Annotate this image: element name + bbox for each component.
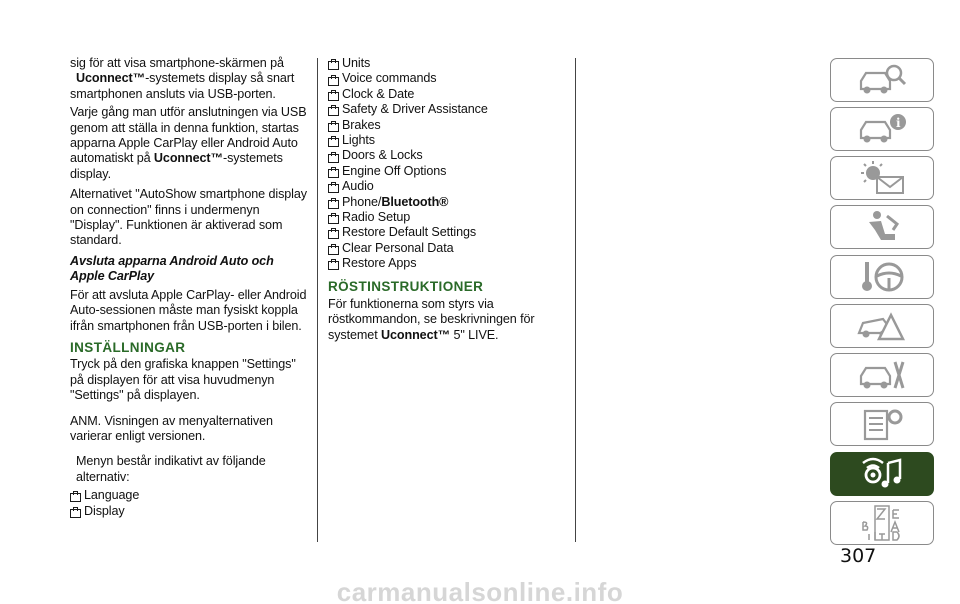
- bullet-icon: [328, 167, 338, 176]
- bullet-icon: [328, 213, 338, 222]
- bullet-icon: [328, 244, 338, 253]
- note-paragraph: ANM. Visningen av menyalternativen varierar enligt versionen.: [70, 413, 273, 443]
- chapter-tab-steering[interactable]: [830, 255, 934, 299]
- left-column: [70, 56, 310, 519]
- bullet-icon: [328, 75, 338, 84]
- list-item: Restore Apps: [328, 256, 568, 271]
- chapter-tab-warning-lights[interactable]: [830, 156, 934, 200]
- bullet-icon: [328, 152, 338, 161]
- bullet-icon: [328, 59, 338, 68]
- bullet-icon: [328, 228, 338, 237]
- brand-name: Uconnect™: [76, 71, 146, 86]
- list-item: Doors & Locks: [328, 148, 568, 163]
- list-item: Brakes: [328, 118, 568, 133]
- list-item: Units: [328, 56, 568, 71]
- chapter-tab-index[interactable]: [830, 501, 934, 545]
- chapter-tab-emergency[interactable]: [830, 304, 934, 348]
- right-column: [328, 56, 568, 348]
- watermark: carmanualsonline.info: [336, 577, 624, 604]
- multimedia-icon: [855, 455, 909, 493]
- brand-name: Uconnect™: [153, 151, 223, 166]
- chapter-tab-maintenance[interactable]: [830, 353, 934, 397]
- list-item: Clock & Date: [328, 87, 568, 102]
- subheading: Avsluta apparna Android Auto och Apple CarPlay: [70, 253, 274, 284]
- list-item: Lights: [328, 133, 568, 148]
- index-icon: [855, 504, 909, 542]
- svg-text:i: i: [896, 116, 901, 130]
- list-item: Display: [70, 504, 310, 519]
- technical-data-icon: [855, 405, 909, 443]
- bullet-icon: [328, 105, 338, 114]
- bullet-icon: [328, 90, 338, 99]
- list-item: Voice commands: [328, 71, 568, 86]
- list-item: Audio: [328, 179, 568, 194]
- brand-name: Uconnect™: [381, 327, 451, 342]
- chapter-tab-car-info[interactable]: [830, 107, 934, 151]
- car-search-icon: [855, 61, 909, 99]
- list-item: Engine Off Options: [328, 164, 568, 179]
- car-info-icon: [855, 110, 909, 148]
- bullet-icon: [70, 491, 80, 500]
- warning-lights-message-icon: [855, 159, 909, 197]
- paragraph-5: Tryck på den grafiska knappen "Settings" på displayen för att visa huvudmenyn "Settings" på displayen.: [70, 357, 296, 403]
- seat-safety-icon: [855, 208, 909, 246]
- chapter-tab-multimedia[interactable]: [830, 452, 934, 496]
- bullet-icon: [70, 507, 80, 516]
- section-heading-settings: INSTÄLLNINGAR: [70, 339, 186, 355]
- car-emergency-icon: [855, 307, 909, 345]
- list-item: Clear Personal Data: [328, 241, 568, 256]
- list-item: Language: [70, 488, 310, 503]
- paragraph-1: sig för att visa smartphone-skärmen på Uconnect™-systemets display så snart smartphonen ansluts via USB-porten.: [70, 56, 295, 101]
- bullet-icon: [328, 259, 338, 268]
- chapter-tab-technical[interactable]: [830, 402, 934, 446]
- paragraph-4: För att avsluta Apple CarPlay- eller Android Auto-sessionen måste man fysiskt koppla ifrån smartphonen från USB-porten i bilen.: [70, 287, 307, 333]
- car-maintenance-icon: [855, 356, 909, 394]
- steering-wheel-icon: [855, 258, 909, 296]
- voice-paragraph: För funktionerna som styrs via röstkommandon, se beskrivningen för systemet Uconnect™ 5" LIVE.: [328, 296, 535, 342]
- chapter-tab-safety[interactable]: [830, 205, 934, 249]
- bullet-icon: [328, 136, 338, 145]
- list-item: Radio Setup: [328, 210, 568, 225]
- section-heading-voice: RÖSTINSTRUKTIONER: [328, 279, 484, 295]
- page-number: 307: [840, 545, 877, 567]
- bullet-icon: [328, 182, 338, 191]
- paragraph-7: Menyn består indikativt av följande alternativ:: [76, 454, 266, 484]
- column-divider: [317, 58, 318, 542]
- paragraph-2: Varje gång man utför anslutningen via USB genom att ställa in denna funktion, startas apparna Apple CarPlay eller Android Auto automatiskt på Uconnect™-systemets display.: [70, 105, 307, 181]
- bullet-icon: [328, 121, 338, 130]
- list-item: Restore Default Settings: [328, 225, 568, 240]
- column-divider: [575, 58, 576, 542]
- chapter-tab-car-search[interactable]: [830, 58, 934, 102]
- list-item: Safety & Driver Assistance: [328, 102, 568, 117]
- bullet-icon: [328, 198, 338, 207]
- list-item: Phone/ Bluetooth®: [328, 195, 568, 210]
- paragraph-3: Alternativet "AutoShow smartphone display on connection" finns i undermenyn "Display". Funktionen är aktiverad som standard.: [70, 187, 307, 248]
